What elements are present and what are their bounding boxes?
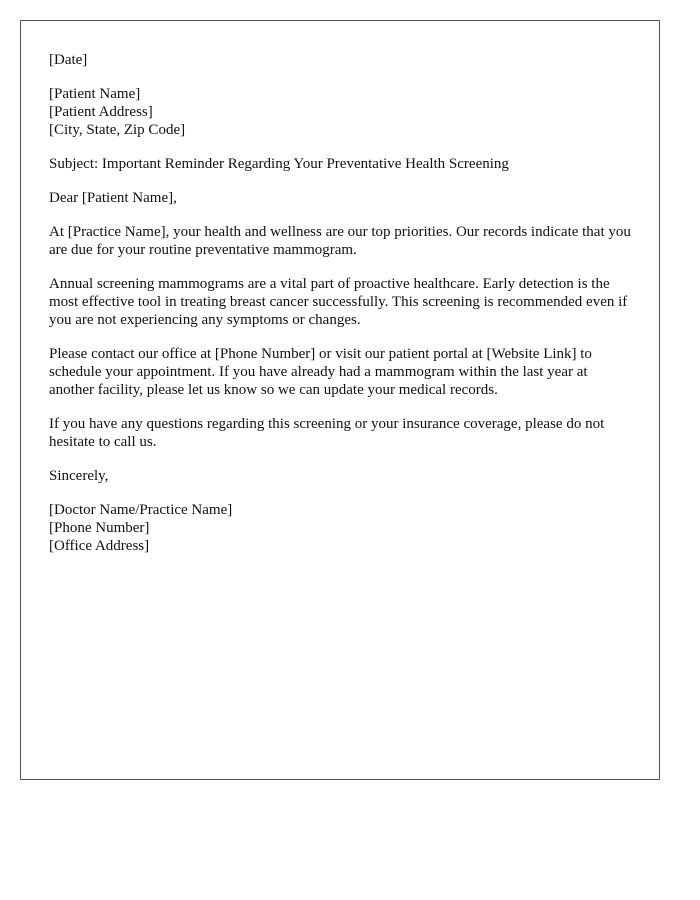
date-line — [49, 51, 631, 69]
body-paragraph-2: Annual screening mammograms are a vital part of proactive healthcare. Early detection is the most effective tool in treating breast cancer successfully. This screening is recommended even if you are not experiencing any symptoms or changes. — [49, 276, 628, 328]
recipient-city-state-zip: [City, State, Zip Code] — [49, 122, 186, 138]
body-paragraph-1: At [Practice Name], your health and wellness are our top priorities. Our records indicate that you are due for your routine preventative mammogram. — [49, 224, 631, 258]
body-paragraph-3: Please contact our office at [Phone Number] or visit our patient portal at [Website Link] to schedule your appointment. If you have already had a mammogram within the last year at another facility, please let us know so we can update your medical records. — [49, 346, 592, 398]
recipient-name: [Patient Name] — [49, 86, 141, 102]
body-paragraph-4: If you have any questions regarding this screening or your insurance coverage, please do not hesitate to call us. — [49, 416, 605, 450]
recipient-address-block — [49, 85, 631, 139]
signature-block — [49, 501, 631, 555]
signature-address: [Office Address] — [49, 538, 150, 554]
signature-name: [Doctor Name/Practice Name] — [49, 502, 233, 518]
salutation: Dear [Patient Name], — [49, 190, 177, 206]
date: [Date] — [49, 52, 88, 68]
recipient-address: [Patient Address] — [49, 104, 153, 120]
signature-phone: [Phone Number] — [49, 520, 150, 536]
letter-document — [20, 20, 660, 780]
closing: Sincerely, — [49, 468, 109, 484]
subject-line: Subject: Important Reminder Regarding Your Preventative Health Screening — [49, 156, 509, 172]
